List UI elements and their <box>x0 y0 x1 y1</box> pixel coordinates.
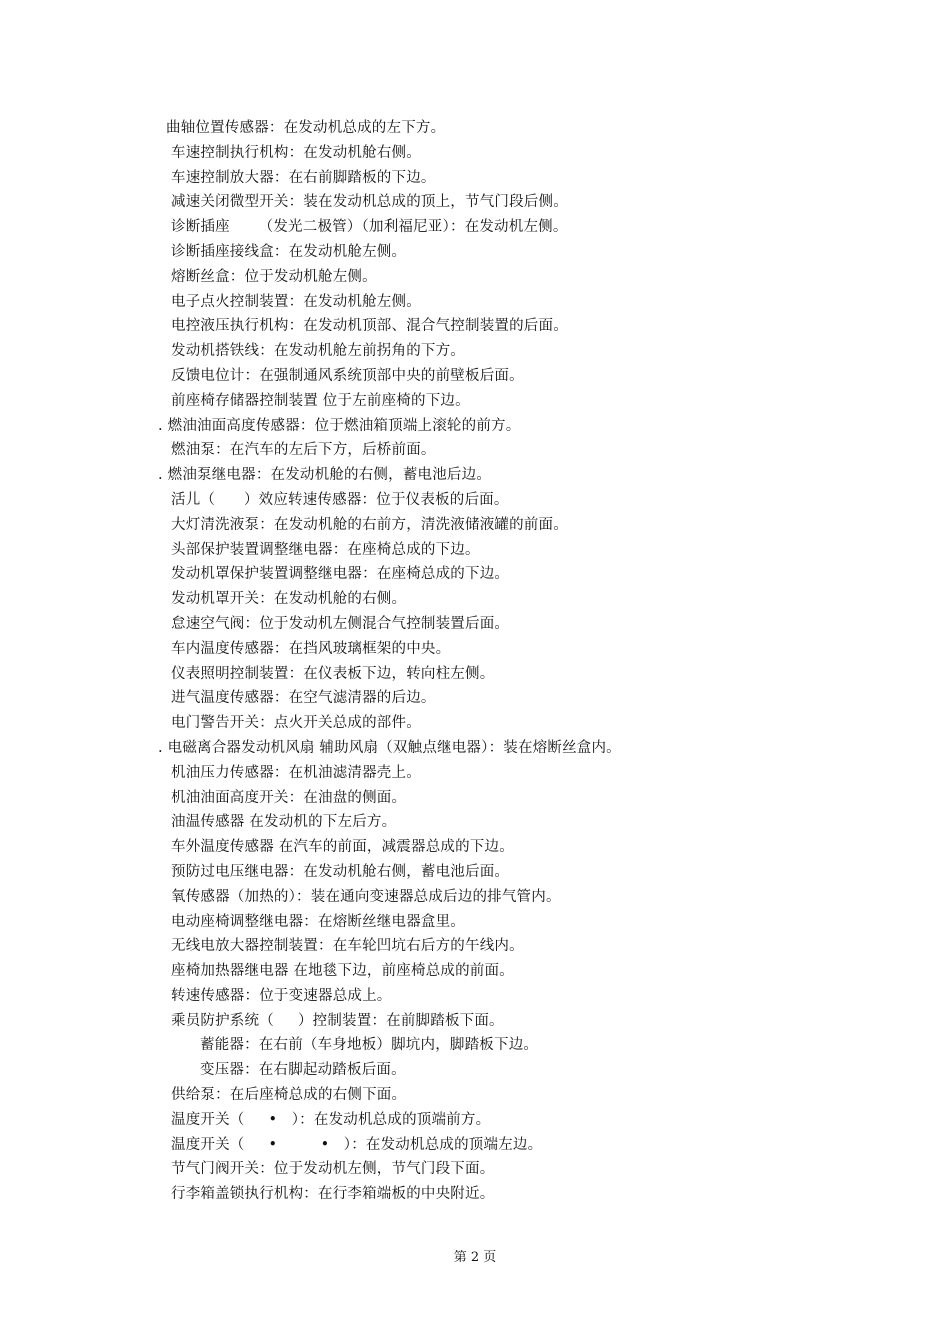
document-line <box>0 637 950 662</box>
document-line <box>0 513 950 538</box>
document-line <box>0 910 950 935</box>
line-text: 燃油泵：在汽车的左后下方，后桥前面。 <box>171 442 436 459</box>
line-text: 进气温度传感器：在空气滤清器的后边。 <box>171 690 436 707</box>
line-text: 活儿（ ）效应转速传感器：位于仪表板的后面。 <box>171 491 509 508</box>
document-line <box>0 438 950 463</box>
document-line <box>0 240 950 265</box>
document-line <box>0 190 950 215</box>
line-text: 诊断插座 （发光二极管）（加利福尼亚）：在发动机左侧。 <box>171 219 568 236</box>
document-line <box>0 141 950 166</box>
line-text: . 电磁离合器发动机风扇 辅助风扇（双触点继电器）：装在熔断丝盒内。 <box>158 739 621 756</box>
line-text: 氧传感器（加热的）：装在通向变速器总成后边的排气管内。 <box>171 888 561 905</box>
line-text: 车外温度传感器 在汽车的前面，减震器总成的下边。 <box>171 839 514 856</box>
document-line <box>0 562 950 587</box>
line-text: 电门警告开关：点火开关总成的部件。 <box>171 715 421 732</box>
line-text: 供给泵：在后座椅总成的右侧下面。 <box>171 1087 407 1104</box>
document-line <box>0 860 950 885</box>
document-line <box>0 934 950 959</box>
document-line <box>0 587 950 612</box>
line-text: 乘员防护系统（ ）控制装置：在前脚踏板下面。 <box>171 1012 504 1029</box>
line-text: 机油压力传感器：在机油滤清器壳上。 <box>171 764 421 781</box>
document-line <box>0 1009 950 1034</box>
document-line <box>0 1083 950 1108</box>
document-line <box>0 736 950 761</box>
document-line <box>0 761 950 786</box>
document-line <box>0 662 950 687</box>
line-text: 电控液压执行机构：在发动机顶部、混合气控制装置的后面。 <box>171 318 568 335</box>
line-text: 变压器：在右脚起动踏板后面。 <box>200 1062 406 1079</box>
document-line <box>0 1033 950 1058</box>
document-line <box>0 364 950 389</box>
line-text: 车速控制执行机构：在发动机舱右侧。 <box>171 144 421 161</box>
document-line <box>0 885 950 910</box>
document-line <box>0 1108 950 1133</box>
line-text: 温度开关（ • • ）：在发动机总成的顶端左边。 <box>171 1136 543 1153</box>
document-line <box>0 686 950 711</box>
document-line <box>0 414 950 439</box>
document-line <box>0 810 950 835</box>
line-text: 曲轴位置传感器：在发动机总成的左下方。 <box>166 120 446 136</box>
document-line <box>0 711 950 736</box>
document-line <box>0 116 950 141</box>
line-text: 无线电放大器控制装置：在车轮凹坑右后方的午线内。 <box>171 938 524 955</box>
line-text: 节气门阀开关：位于发动机左侧，节气门段下面。 <box>171 1161 495 1178</box>
document-line <box>0 463 950 488</box>
line-text: 车内温度传感器：在挡风玻璃框架的中央。 <box>171 640 451 657</box>
line-text: 反馈电位计：在强制通风系统顶部中央的前壁板后面。 <box>171 367 524 384</box>
line-text: 发动机搭铁线：在发动机舱左前拐角的下方。 <box>171 343 465 360</box>
line-text: 电动座椅调整继电器：在熔断丝继电器盒里。 <box>171 913 465 930</box>
document-line <box>0 1182 950 1207</box>
line-text: 转速传感器：位于变速器总成上。 <box>171 987 392 1004</box>
line-text: 行李箱盖锁执行机构：在行李箱端板的中央附近。 <box>171 1186 495 1203</box>
document-line <box>0 538 950 563</box>
document-line <box>0 612 950 637</box>
line-text: 熔断丝盒：位于发动机舱左侧。 <box>171 268 377 285</box>
document-line <box>0 265 950 290</box>
line-text: 蓄能器：在右前（车身地板）脚坑内，脚踏板下边。 <box>200 1037 539 1054</box>
line-text: 车速控制放大器：在右前脚踏板的下边。 <box>171 169 436 186</box>
document-line <box>0 215 950 240</box>
document-line <box>0 959 950 984</box>
line-text: . 燃油油面高度传感器：位于燃油箱顶端上滚轮的前方。 <box>158 417 521 434</box>
document-line <box>0 339 950 364</box>
line-text: 怠速空气阀：位于发动机左侧混合气控制装置后面。 <box>171 615 510 632</box>
line-text: 减速关闭微型开关：装在发动机总成的顶上，节气门段后侧。 <box>171 194 568 211</box>
line-text: 发动机罩保护装置调整继电器：在座椅总成的下边。 <box>171 566 510 583</box>
document-line <box>0 984 950 1009</box>
document-body <box>0 116 950 1207</box>
document-line <box>0 166 950 191</box>
document-line <box>0 786 950 811</box>
line-text: 发动机罩开关：在发动机舱的右侧。 <box>171 591 407 608</box>
page-number: 第 2 页 <box>453 1250 497 1265</box>
document-line <box>0 488 950 513</box>
line-text: . 燃油泵继电器：在发动机舱的右侧，蓄电池后边。 <box>158 467 492 484</box>
line-text: 机油油面高度开关：在油盘的侧面。 <box>171 789 407 806</box>
document-line <box>0 1157 950 1182</box>
document-line <box>0 389 950 414</box>
line-text: 座椅加热器继电器 在地毯下边，前座椅总成的前面。 <box>171 963 514 980</box>
line-text: 头部保护装置调整继电器：在座椅总成的下边。 <box>171 541 480 558</box>
document-line <box>0 835 950 860</box>
document-line <box>0 314 950 339</box>
line-text: 前座椅存储器控制装置 位于左前座椅的下边。 <box>171 392 470 409</box>
document-line <box>0 1058 950 1083</box>
line-text: 电子点火控制装置：在发动机舱左侧。 <box>171 293 421 310</box>
line-text: 温度开关（ • ）：在发动机总成的顶端前方。 <box>171 1111 491 1128</box>
line-text: 仪表照明控制装置：在仪表板下边，转向柱左侧。 <box>171 665 495 682</box>
document-line <box>0 1133 950 1158</box>
line-text: 油温传感器 在发动机的下左后方。 <box>171 814 397 831</box>
line-text: 诊断插座接线盒：在发动机舱左侧。 <box>171 243 407 260</box>
line-text: 预防过电压继电器：在发动机舱右侧，蓄电池后面。 <box>171 863 510 880</box>
line-text: 大灯清洗液泵：在发动机舱的右前方，清洗液储液罐的前面。 <box>171 516 568 533</box>
document-line <box>0 290 950 315</box>
